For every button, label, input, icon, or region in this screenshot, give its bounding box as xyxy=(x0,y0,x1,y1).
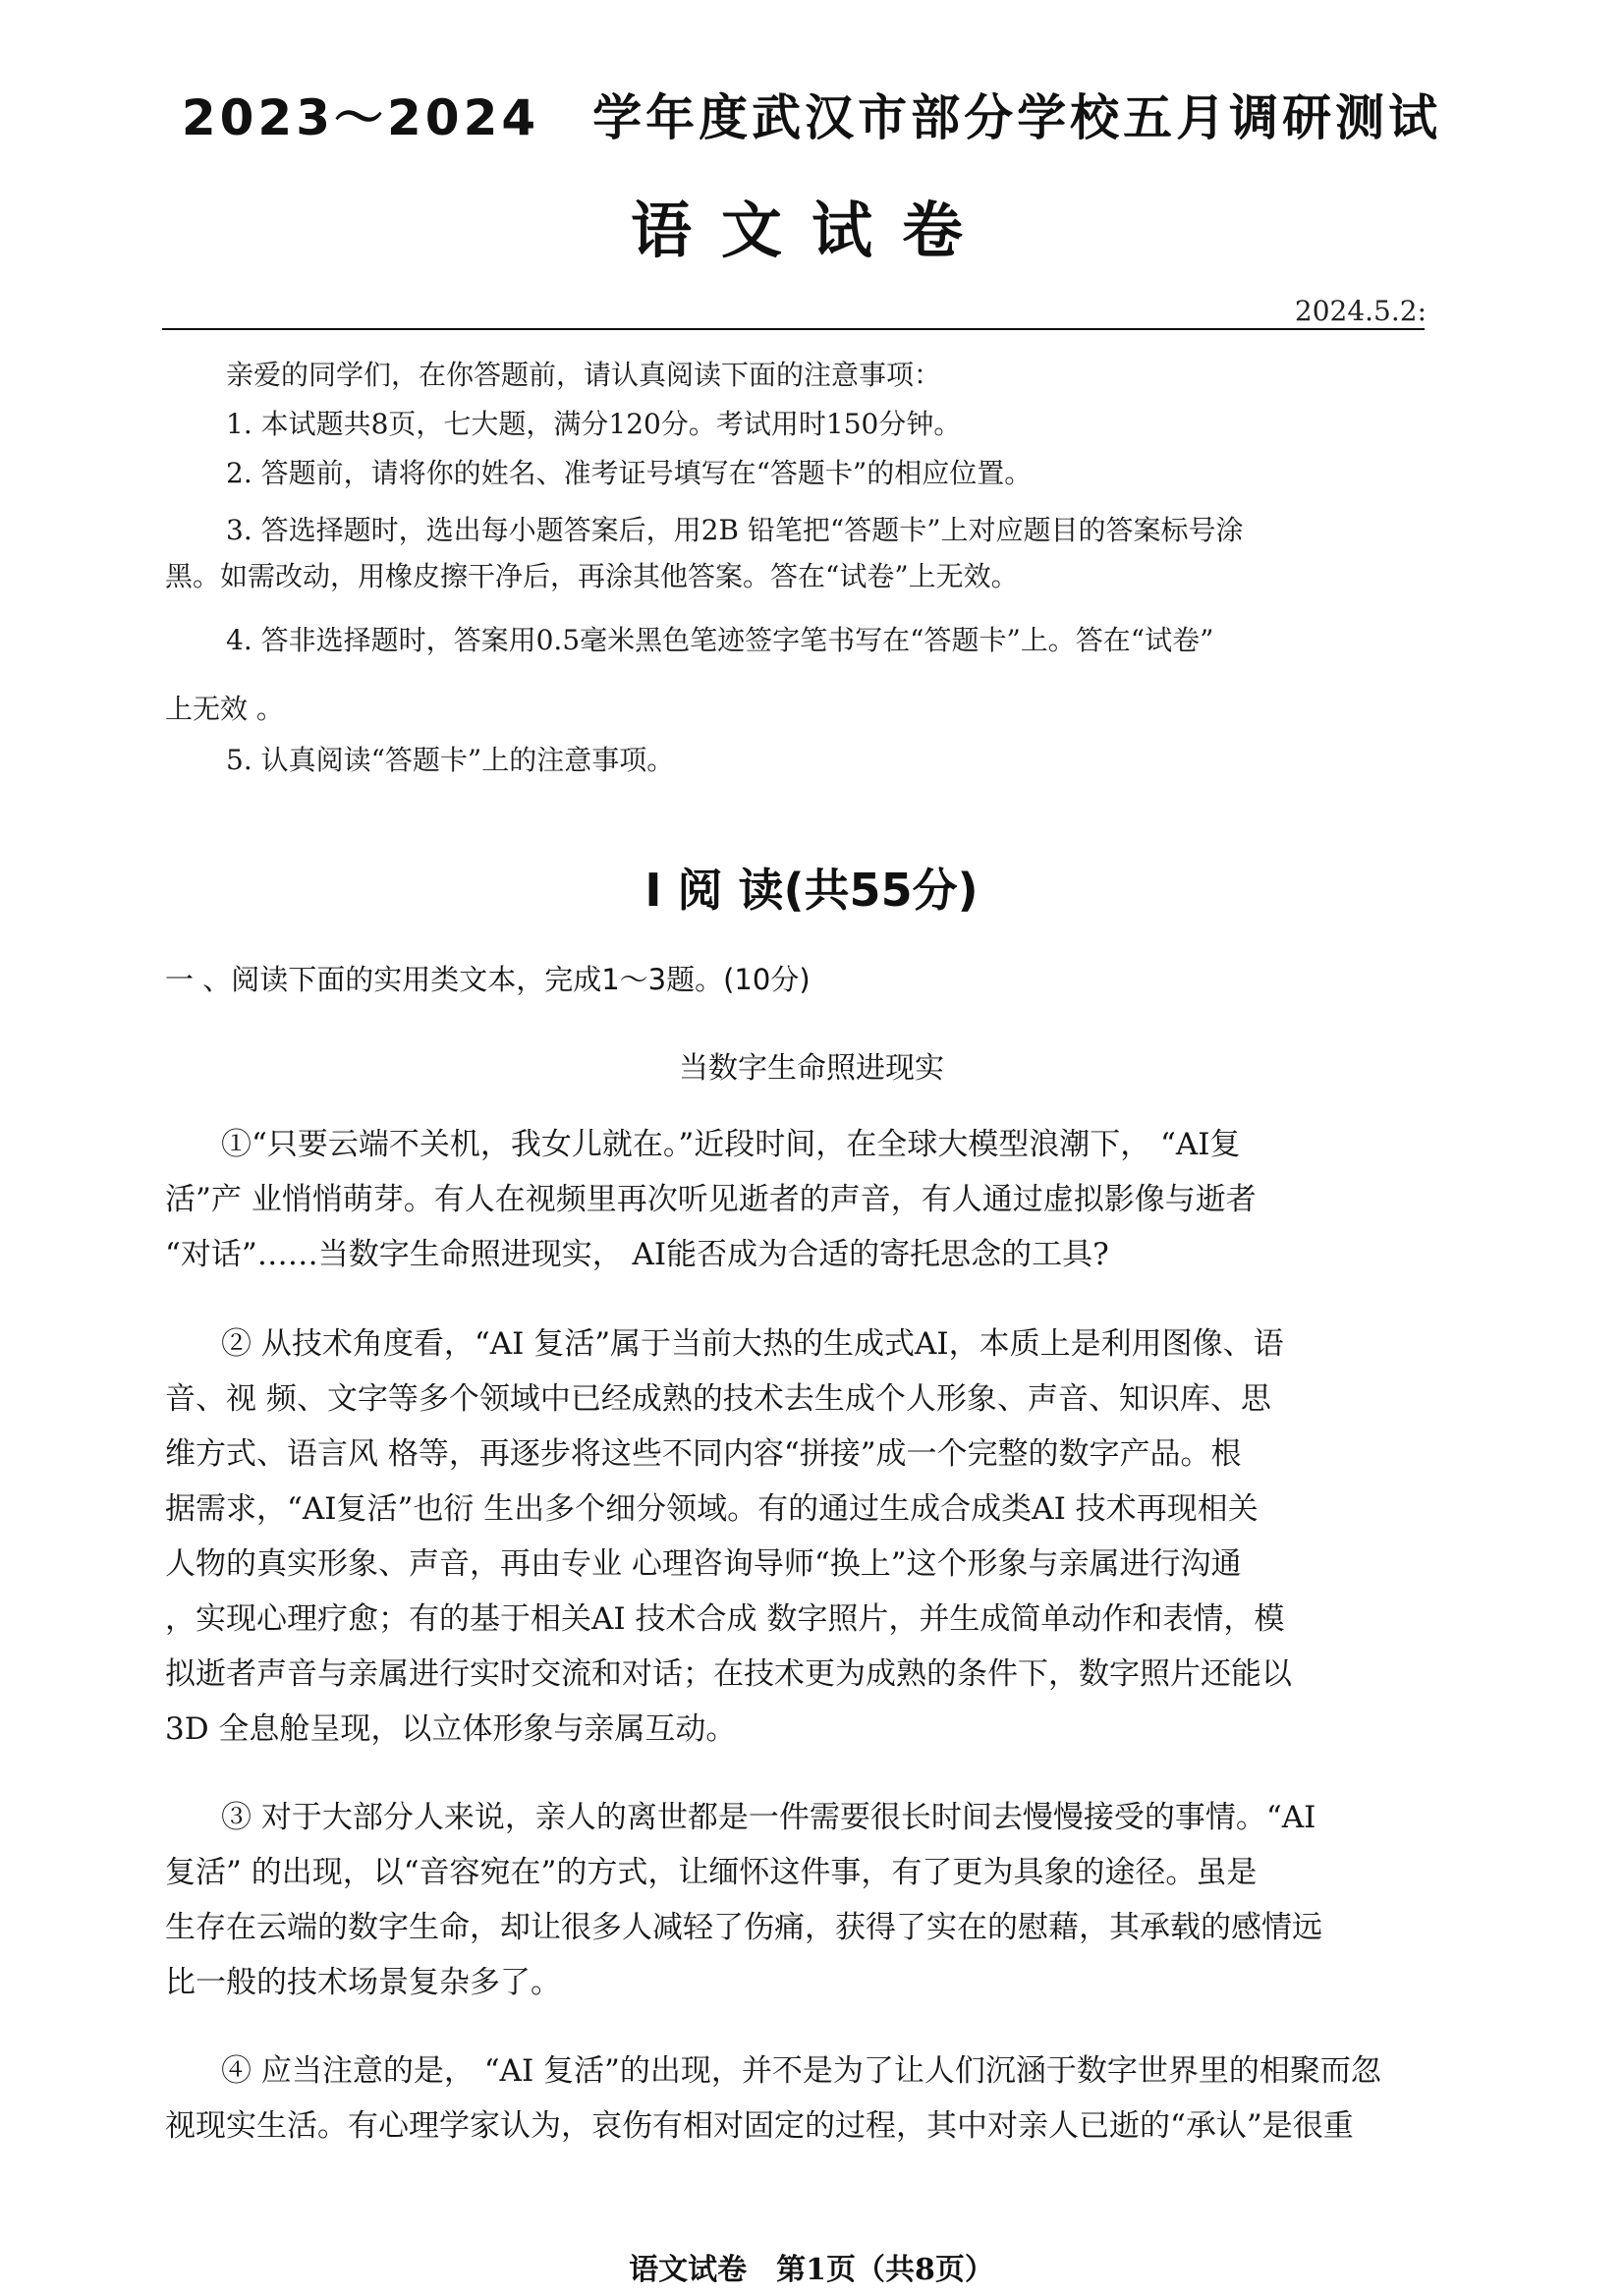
paragraph-3-line-1: ③ 对于大部分人来说，亲人的离世都是一件需要很长时间去慢慢接受的事情。“AI xyxy=(221,1800,1316,1835)
paragraph-2-line-2: 音、视 频、文字等多个领域中已经成熟的技术去生成个人形象、声音、知识库、思 xyxy=(165,1381,1271,1417)
article-title: 当数字生命照进现实 xyxy=(679,1051,944,1086)
paragraph-2-line-5: 人物的真实形象、声音，再由专业 心理咨询导师“换上”这个形象与亲属进行沟通 xyxy=(165,1546,1242,1582)
subject-title: 语文试卷 xyxy=(630,195,992,266)
exam-date: 2024.5.2: xyxy=(1294,295,1427,327)
notice-item-1: 1. 本试题共8页，七大题，满分120分。考试用时150分钟。 xyxy=(226,408,962,440)
notice-item-5: 5. 认真阅读“答题卡”上的注意事项。 xyxy=(226,744,675,776)
paragraph-2-line-1: ② 从技术角度看，“AI 复活”属于当前大热的生成式AI，本质上是利用图像、语 xyxy=(221,1326,1284,1362)
paragraph-3-line-2: 复活” 的出现，以“音容宛在”的方式，让缅怀这件事，有了更为具象的途径。虽是 xyxy=(165,1855,1258,1890)
page-footer: 语文试卷 第1页（共8页） xyxy=(629,2253,994,2287)
paragraph-4-line-1: ④ 应当注意的是， “AI 复活”的出现，并不是为了让人们沉涵于数字世界里的相聚而忽 xyxy=(221,2053,1381,2089)
paragraph-2-line-7: 拟逝者声音与亲属进行实时交流和对话；在技术更为成熟的条件下，数字照片还能以 xyxy=(165,1656,1292,1692)
paragraph-1-line-3: “对话”……当数字生命照进现实， AI能否成为合适的寄托思念的工具? xyxy=(165,1237,1109,1272)
paragraph-3-line-4: 比一般的技术场景复杂多了。 xyxy=(165,1965,561,2000)
paragraph-1-line-2: 活”产 业悄悄萌芽。有人在视频里再次听见逝者的声音，有人通过虚拟影像与逝者 xyxy=(165,1182,1257,1217)
notice-intro: 亲爱的同学们，在你答题前，请认真阅读下面的注意事项： xyxy=(226,359,942,391)
paragraph-4-line-2: 视现实生活。有心理学家认为，哀伤有相对固定的过程，其中对亲人已逝的“承认”是很重 xyxy=(165,2108,1354,2144)
paragraph-2-line-6: ，实现心理疗愈；有的基于相关AI 技术合成 数字照片，并生成简单动作和表情，模 xyxy=(165,1601,1285,1637)
notice-item-4-line-2: 上无效 。 xyxy=(165,693,284,725)
paragraph-1-line-1: ①“只要云端不关机，我女儿就在。”近段时间，在全球大模型浪潮下， “AI复 xyxy=(221,1127,1241,1162)
question-instruction: 一 、阅读下面的实用类文本，完成1～3题。(10分) xyxy=(165,963,811,996)
exam-title: 2023～2024 学年度武汉市部分学校五月调研测试 xyxy=(181,89,1442,146)
notice-item-3-line-1: 3. 答选择题时，选出每小题答案后，用2B 铅笔把“答题卡”上对应题目的答案标号涂 xyxy=(226,514,1244,546)
header-rule xyxy=(162,328,1425,330)
paragraph-2-line-3: 维方式、语言风 格等，再逐步将这些不同内容“拼接”成一个完整的数字产品。根 xyxy=(165,1436,1242,1472)
notice-item-3-line-2: 黑。如需改动，用橡皮擦干净后，再涂其他答案。答在“试卷”上无效。 xyxy=(165,560,1019,592)
paragraph-3-line-3: 生存在云端的数字生命，却让很多人减轻了伤痛，获得了实在的慰藉，其承载的感情远 xyxy=(165,1910,1322,1945)
section-title: I 阅 读(共55分) xyxy=(644,864,979,917)
paragraph-2-line-8: 3D 全息舱呈现，以立体形象与亲属互动。 xyxy=(165,1711,737,1747)
notice-item-4-line-1: 4. 答非选择题时，答案用0.5毫米黑色笔迹签字笔书写在“答题卡”上。答在“试卷” xyxy=(226,624,1214,656)
paragraph-2-line-4: 据需求，“AI复活”也衍 生出多个细分领域。有的通过生成合成类AI 技术再现相关 xyxy=(165,1491,1259,1527)
notice-item-2: 2. 答题前，请将你的姓名、准考证号填写在“答题卡”的相应位置。 xyxy=(226,457,1033,489)
